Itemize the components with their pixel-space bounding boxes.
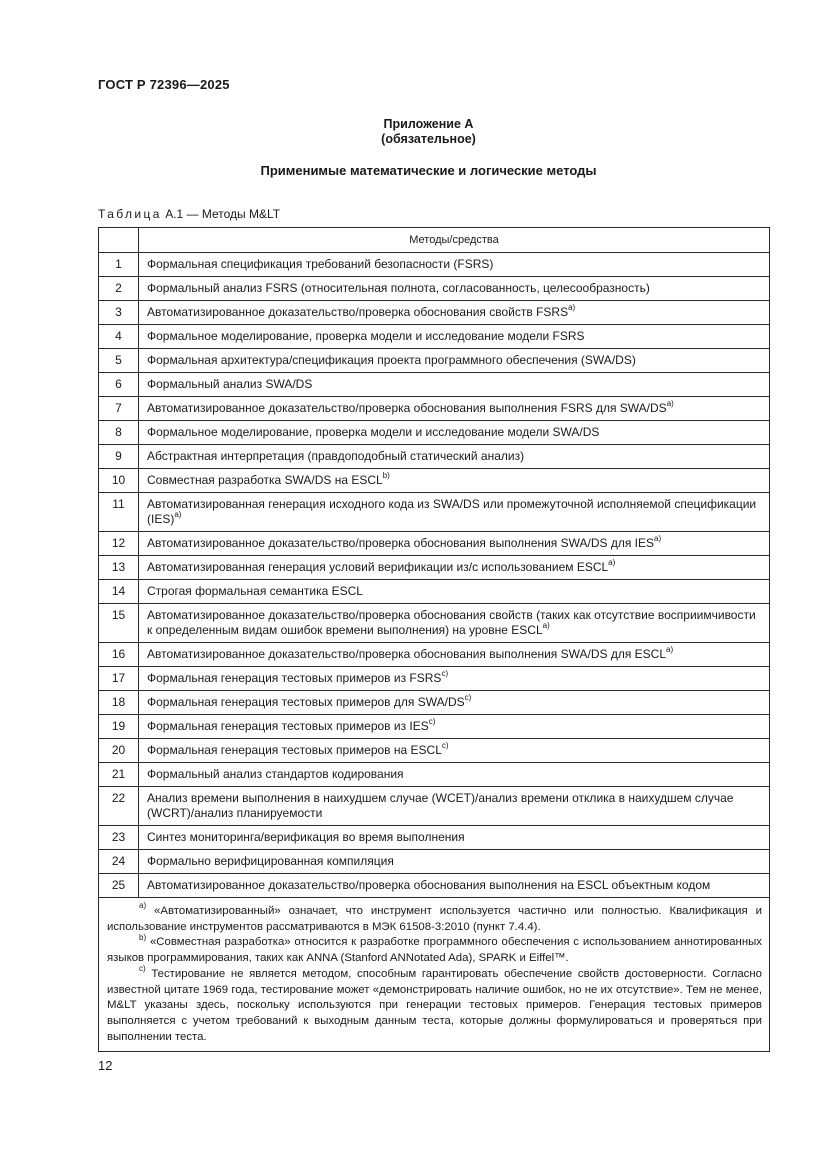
method-cell xyxy=(139,325,770,349)
footnote-b xyxy=(107,932,762,966)
footnote-a-mark: a) xyxy=(139,901,147,911)
annex-title: Приложение А xyxy=(383,117,474,131)
method-cell xyxy=(139,469,770,493)
table-row xyxy=(99,421,770,445)
method-text: Автоматизированное доказательство/проверка обоснования выполнения SWA/DS для ESCL xyxy=(147,647,667,661)
table-row xyxy=(99,604,770,643)
method-cell xyxy=(139,277,770,301)
method-cell xyxy=(139,580,770,604)
method-cell xyxy=(139,667,770,691)
table-row xyxy=(99,349,770,373)
method-footnote-mark: a) xyxy=(608,558,616,567)
table-row xyxy=(99,556,770,580)
method-cell xyxy=(139,532,770,556)
method-cell xyxy=(139,373,770,397)
method-text: Формально верифицированная компиляция xyxy=(147,854,394,868)
table-row xyxy=(99,763,770,787)
method-footnote-mark: c) xyxy=(428,717,436,726)
method-cell xyxy=(139,445,770,469)
table-row xyxy=(99,826,770,850)
method-cell xyxy=(139,301,770,325)
table-row xyxy=(99,445,770,469)
table-row xyxy=(99,691,770,715)
methods-table xyxy=(98,227,770,1052)
method-text: Автоматизированное доказательство/проверка обоснования выполнения FSRS для SWA/DS xyxy=(147,401,667,415)
method-footnote-mark: c) xyxy=(464,693,472,702)
method-cell xyxy=(139,643,770,667)
row-number: 17 xyxy=(99,667,139,691)
table-row xyxy=(99,715,770,739)
method-footnote-mark: b) xyxy=(382,471,390,480)
row-number: 8 xyxy=(99,421,139,445)
method-cell xyxy=(139,556,770,580)
footnote-b-mark: b) xyxy=(139,932,147,942)
table-row xyxy=(99,325,770,349)
method-text: Синтез мониторинга/верификация во время выполнения xyxy=(147,830,465,844)
method-text: Совместная разработка SWA/DS на ESCL xyxy=(147,473,383,487)
method-footnote-mark: a) xyxy=(654,534,662,543)
row-number: 24 xyxy=(99,850,139,874)
table-caption xyxy=(98,207,280,221)
footnote-a xyxy=(107,901,762,935)
row-number: 7 xyxy=(99,397,139,421)
row-number: 19 xyxy=(99,715,139,739)
method-cell xyxy=(139,691,770,715)
row-number: 14 xyxy=(99,580,139,604)
method-text: Формальная генерация тестовых примеров из FSRS xyxy=(147,671,442,685)
table-header-row xyxy=(99,228,770,253)
row-number: 5 xyxy=(99,349,139,373)
method-cell xyxy=(139,253,770,277)
table-row xyxy=(99,739,770,763)
annex-heading xyxy=(0,117,827,147)
table-row xyxy=(99,493,770,532)
footnotes-cell xyxy=(99,898,770,1052)
table-row xyxy=(99,667,770,691)
table-row xyxy=(99,397,770,421)
table-row xyxy=(99,301,770,325)
row-number: 10 xyxy=(99,469,139,493)
table-caption-label: Таблица xyxy=(98,207,162,221)
number-column-header xyxy=(99,228,139,253)
row-number: 3 xyxy=(99,301,139,325)
method-text: Автоматизированное доказательство/проверка обоснования выполнения SWA/DS для IES xyxy=(147,536,655,550)
table-caption-text: А.1 — Методы M&LT xyxy=(161,207,281,221)
method-footnote-mark: a) xyxy=(542,620,550,630)
method-text: Формальная генерация тестовых примеров из IES xyxy=(147,719,429,733)
row-number: 21 xyxy=(99,763,139,787)
table-row xyxy=(99,643,770,667)
section-title: Применимые математические и логические методы xyxy=(260,163,597,178)
footnote-c xyxy=(107,964,762,1046)
table-row xyxy=(99,874,770,898)
method-text: Формальный анализ FSRS (относительная полнота, согласованность, целесообразность) xyxy=(147,281,650,295)
row-number: 6 xyxy=(99,373,139,397)
method-cell xyxy=(139,397,770,421)
table-row xyxy=(99,532,770,556)
table-row xyxy=(99,373,770,397)
method-cell xyxy=(139,421,770,445)
row-number: 16 xyxy=(99,643,139,667)
row-number: 13 xyxy=(99,556,139,580)
footnote-a-text: «Автоматизированный» означает, что инструмент используется частично или полностью. Квалификация и использование инструментов рассматриваются в МЭК 61508-3:2010 (пункт 7.4.4). xyxy=(107,905,762,933)
method-cell xyxy=(139,349,770,373)
method-text: Абстрактная интерпретация (правдоподобный статический анализ) xyxy=(147,449,525,463)
method-cell xyxy=(139,604,770,643)
footnotes-row xyxy=(99,898,770,1052)
footnote-c-text: Тестирование не является методом, способным гарантировать обеспечение свойств достоверности. Согласно известной цитате 1969 года, тестирование может «демонстрировать наличие ошибок, но не их отсутствие». Тем не менее, M&LT указаны здесь, поскольку используются при генерации тестовых примеров. Генерация тестовых примеров выполняется с учетом требований к выходным данным теста, которые должны формулироваться и проверяться при выполнении теста. xyxy=(107,967,762,1043)
method-cell xyxy=(139,715,770,739)
method-text: Автоматизированное доказательство/проверка обоснования свойств (таких как отсутствие восприимчивости к определенным видам ошибок времени выполнения) на уровне ESCL xyxy=(147,608,756,637)
table-row xyxy=(99,253,770,277)
method-text: Автоматизированное доказательство/проверка обоснования свойств FSRS xyxy=(147,305,569,319)
annex-status: (обязательное) xyxy=(381,132,476,146)
method-text: Автоматизированная генерация исходного кода из SWA/DS или промежуточной исполняемой спецификации (IES) xyxy=(147,497,757,526)
method-footnote-mark: a) xyxy=(174,509,182,519)
method-cell xyxy=(139,493,770,532)
row-number: 1 xyxy=(99,253,139,277)
table-row xyxy=(99,580,770,604)
row-number: 23 xyxy=(99,826,139,850)
table-row xyxy=(99,850,770,874)
footnote-b-text: «Совместная разработка» относится к разработке программного обеспечения с использованием аннотированных языков программирования, таких как ANNA (Stanford ANNotated Ada), SPARK и Eiffel™. xyxy=(107,936,762,965)
row-number: 15 xyxy=(99,604,139,643)
footnote-c-mark: c) xyxy=(139,964,146,974)
row-number: 11 xyxy=(99,493,139,532)
table-row xyxy=(99,277,770,301)
method-text: Формальная спецификация требований безопасности (FSRS) xyxy=(147,257,494,271)
method-footnote-mark: a) xyxy=(666,645,674,654)
method-cell xyxy=(139,787,770,826)
method-footnote-mark: c) xyxy=(441,669,449,678)
method-footnote-mark: a) xyxy=(666,399,674,408)
method-cell xyxy=(139,874,770,898)
method-text: Формальный анализ стандартов кодирования xyxy=(147,767,404,781)
table-row xyxy=(99,469,770,493)
method-text: Автоматизированная генерация условий верификации из/с использованием ESCL xyxy=(147,560,609,574)
method-text: Формальный анализ SWA/DS xyxy=(147,377,313,391)
method-text: Формальное моделирование, проверка модели и исследование модели FSRS xyxy=(147,329,585,343)
method-text: Строгая формальная семантика ESCL xyxy=(147,584,363,598)
method-text: Автоматизированное доказательство/проверка обоснования выполнения на ESCL объектным кодом xyxy=(147,878,711,892)
method-text: Анализ времени выполнения в наихудшем случае (WCET)/анализ времени отклика в наихудшем случае (WCRT)/анализ планируемости xyxy=(147,791,734,820)
table-body xyxy=(99,253,770,898)
row-number: 4 xyxy=(99,325,139,349)
method-footnote-mark: a) xyxy=(568,303,576,312)
method-footnote-mark: c) xyxy=(441,741,449,750)
method-cell xyxy=(139,763,770,787)
method-cell xyxy=(139,826,770,850)
method-cell xyxy=(139,739,770,763)
table-row xyxy=(99,787,770,826)
method-cell xyxy=(139,850,770,874)
method-text: Формальное моделирование, проверка модели и исследование модели SWA/DS xyxy=(147,425,600,439)
method-text: Формальная генерация тестовых примеров для SWA/DS xyxy=(147,695,465,709)
row-number: 22 xyxy=(99,787,139,826)
row-number: 2 xyxy=(99,277,139,301)
method-text: Формальная генерация тестовых примеров на ESCL xyxy=(147,743,442,757)
method-text: Формальная архитектура/спецификация проекта программного обеспечения (SWA/DS) xyxy=(147,353,636,367)
document-code: ГОСТ Р 72396—2025 xyxy=(98,77,230,92)
row-number: 25 xyxy=(99,874,139,898)
row-number: 18 xyxy=(99,691,139,715)
methods-column-header: Методы/средства xyxy=(139,228,770,253)
row-number: 20 xyxy=(99,739,139,763)
row-number: 12 xyxy=(99,532,139,556)
page-number: 12 xyxy=(98,1058,113,1073)
row-number: 9 xyxy=(99,445,139,469)
